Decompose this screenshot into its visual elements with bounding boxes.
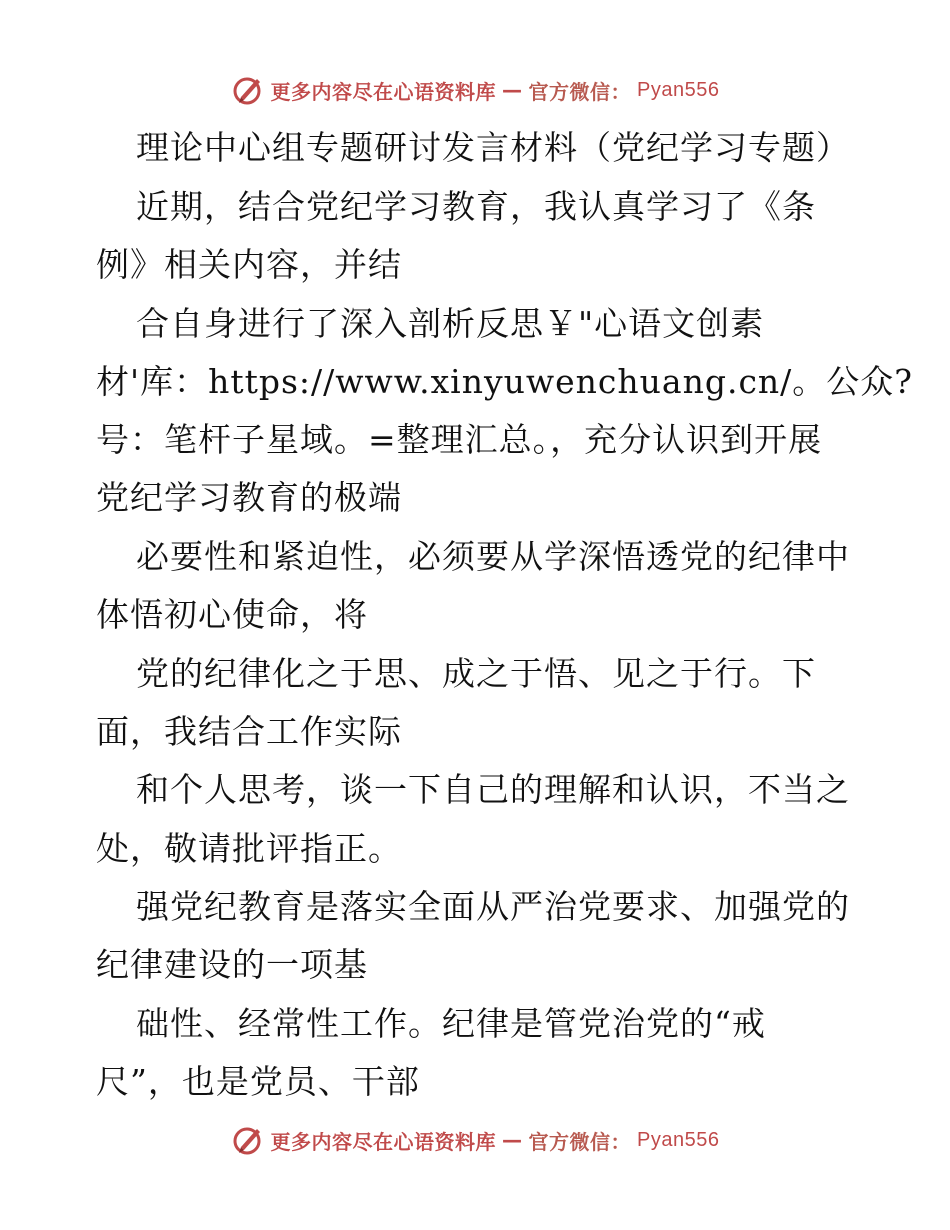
document-title: 理论中心组专题研讨发言材料（党纪学习专题） [136,128,850,167]
watermark-header [0,70,950,110]
document-line: 近期，结合党纪学习教育，我认真学习了《条 [136,187,816,226]
document-line: 纪律建设的一项基 [96,945,368,984]
watermark-wechat-id: Pyan556 [637,1128,720,1151]
document-line: 党纪学习教育的极端 [96,478,402,517]
watermark-official-label: 官方微信： [528,1129,632,1154]
document-line: 体悟初心使命，将 [96,595,368,634]
document-line: 材'库：https://www.xinyuwenchuang.cn/。公众? [96,362,913,401]
document-line: 合自身进行了深入剖析反思￥"心语文创素 [136,304,765,343]
document-line: 强党纪教育是落实全面从严治党要求、加强党的 [136,887,850,926]
quill-pen-circle-icon [231,1123,265,1157]
document-line: 例》相关内容，并结 [96,245,402,284]
document-line: 尺”，也是党员、干部 [96,1062,420,1101]
quill-pen-circle-icon [231,73,265,107]
document-line: 必要性和紧迫性，必须要从学深悟透党的纪律中 [136,537,850,576]
watermark-dash: — [502,78,523,102]
document-line: 党的纪律化之于思、成之于悟、见之于行。下 [136,654,816,693]
document-line: 号：笔杆子星域。=整理汇总。，充分认识到开展 [96,420,823,459]
document-line: 和个人思考，谈一下自己的理解和认识，不当之 [136,770,850,809]
watermark-wechat-id: Pyan556 [637,78,720,101]
watermark-main-text: 更多内容尽在心语资料库 [270,1129,497,1154]
document-line: 处，敬请批评指正。 [96,829,402,868]
watermark-main-text: 更多内容尽在心语资料库 [270,79,497,104]
watermark-official-label: 官方微信： [528,79,632,104]
watermark-dash: — [502,1128,523,1152]
document-line: 面，我结合工作实际 [96,712,402,751]
watermark-footer [0,1120,950,1160]
document-line: 础性、经常性工作。纪律是管党治党的“戒 [136,1004,766,1043]
